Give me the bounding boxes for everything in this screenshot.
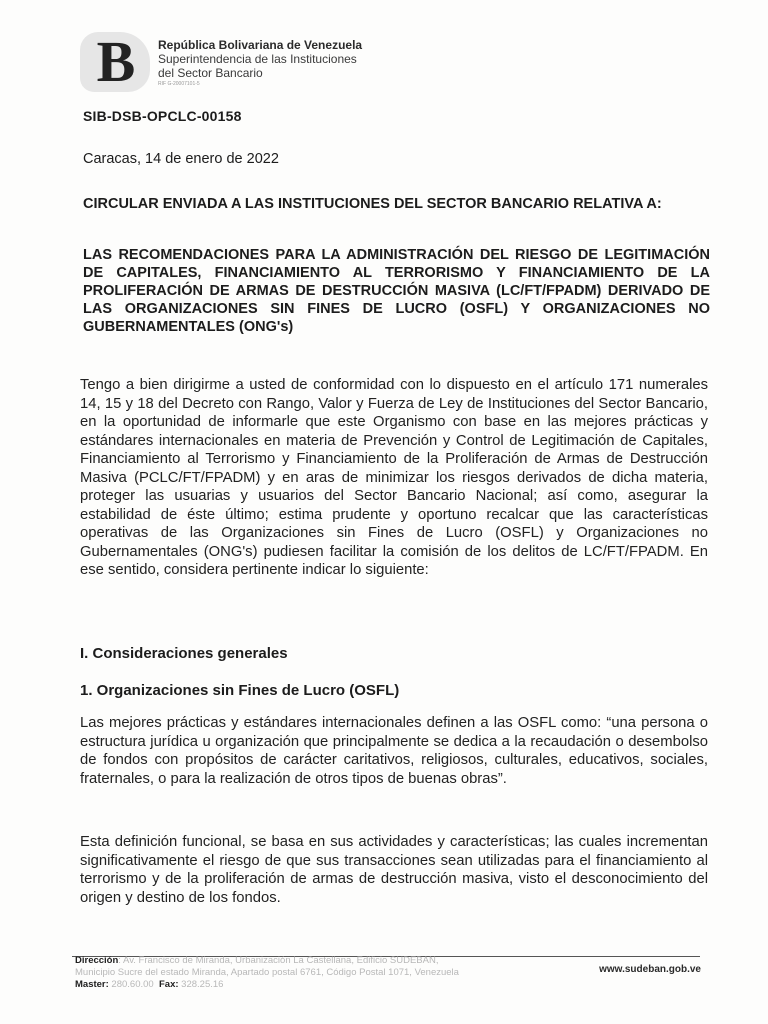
risk-paragraph: Esta definición funcional, se basa en sus actividades y características; las cuales incrementan significativamente el riesgo de que sus transacciones sean utilizadas para el financiamiento al terrorismo y de la proliferación de armas de destrucción masiva, visto el desconocimiento del origen y destino de los fondos. <box>80 834 708 906</box>
footer-master-label: Master: <box>75 979 109 990</box>
date-line: Caracas, 14 de enero de 2022 <box>83 151 279 167</box>
section-title: I. Consideraciones generales <box>80 645 288 662</box>
sudeban-logo <box>76 30 152 94</box>
letterhead-text <box>158 38 388 88</box>
footer <box>75 955 701 991</box>
definition-paragraph: Las mejores prácticas y estándares internacionales definen a las OSFL como: “una persona o estructura jurídica u organización que principalmente se dedica a la recaudación o desembolso de fondos con propósitos de carácter caritativos, religiosos, culturales, educativos, sociales, fraternales, o para la realización de otros tipos de buenas obras”. <box>80 715 708 787</box>
footer-contact-row <box>75 979 701 991</box>
letterhead-institution-line1: Superintendencia de las Instituciones <box>158 52 357 66</box>
subsection-title: 1. Organizaciones sin Fines de Lucro (OSFL) <box>80 682 400 699</box>
circular-heading: CIRCULAR ENVIADA A LAS INSTITUCIONES DEL SECTOR BANCARIO RELATIVA A: <box>83 196 662 212</box>
letterhead <box>76 30 376 94</box>
footer-fax-value: 328.25.16 <box>178 979 224 990</box>
footer-address-line1: : Av. Francisco de Miranda, Urbanización La Castellana, Edificio SUDEBAN, <box>118 955 439 966</box>
footer-address-line2: Municipio Sucre del estado Miranda, Apartado postal 6761, Código Postal 1071, Venezuela <box>75 967 459 978</box>
intro-paragraph: Tengo a bien dirigirme a usted de conformidad con lo dispuesto en el artículo 171 numerales 14, 15 y 18 del Decreto con Rango, Valor y Fuerza de Ley de Instituciones del Sector Bancario, en la oportunidad de informarle que este Organismo con base en las mejores prácticas y estándares internacionales en materia de Prevención y Control de Legitimación de Capitales, Financiamiento al Terrorismo y Financiamiento de la Proliferación de Armas de Destrucción Masiva (PCLC/FT/FPADM) y en aras de minimizar los riesgos derivados de dicha materia, proteger las usuarias y usuarios del Sector Bancario Nacional; así como, asegurar la estabilidad de éste último; estima prudente y oportuno recalcar que las características operativas de las Organizaciones sin Fines de Lucro (OSFL) y Organizaciones no Gubernamentales (ONG's) pudiesen facilitar la comisión de los delitos de LC/FT/FPADM. En ese sentido, considera pertinente indicar lo siguiente: <box>80 377 708 578</box>
letterhead-institution-line2: del Sector Bancario <box>158 66 263 80</box>
footer-master-value: 280.60.00 <box>108 979 154 990</box>
reference-code: SIB-DSB-OPCLC-00158 <box>83 108 242 124</box>
footer-website-link[interactable]: www.sudeban.gob.ve <box>599 964 701 975</box>
logo-letter: B <box>96 29 136 94</box>
footer-address-label: Dirección <box>75 955 119 966</box>
letterhead-country: República Bolivariana de Venezuela <box>158 38 363 52</box>
circular-subject: LAS RECOMENDACIONES PARA LA ADMINISTRACIÓN DEL RIESGO DE LEGITIMACIÓN DE CAPITALES, FINANCIAMIENTO AL TERRORISMO Y FINANCIAMIENTO DE LA PROLIFERACIÓN DE ARMAS DE DESTRUCCIÓN MASIVA (LC/FT/FPADM) DERIVADO DE LAS ORGANIZACIONES SIN FINES DE LUCRO (OSFL) Y ORGANIZACIONES NO GUBERNAMENTALES (ONG's) <box>83 247 710 335</box>
letterhead-rif: RIF G-20007101-5 <box>158 81 200 87</box>
footer-fax-label: Fax: <box>158 979 179 990</box>
